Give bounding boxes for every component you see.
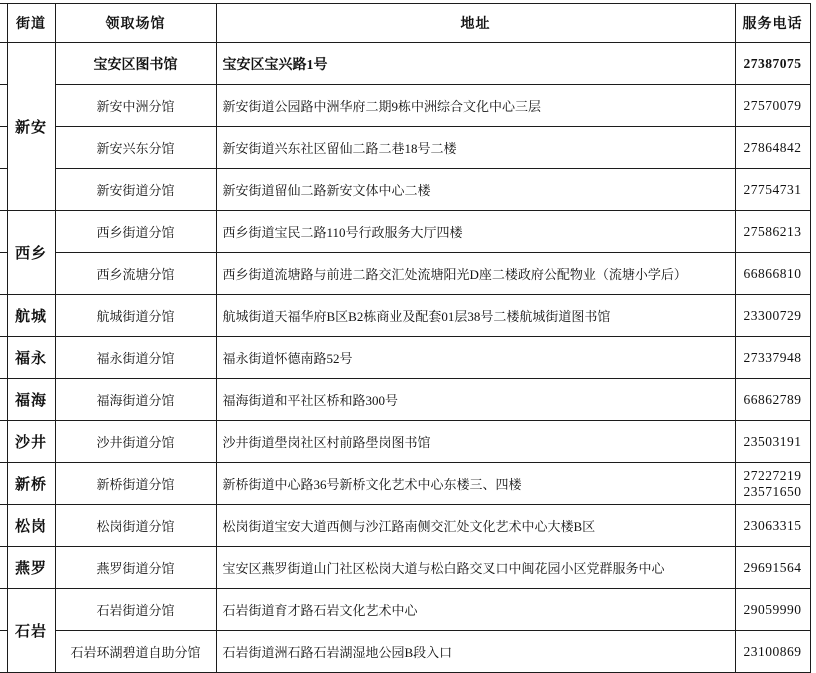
phone-number: 23571650 [743, 483, 802, 499]
table-row [0, 589, 810, 631]
address-cell: 西乡街道流塘路与前进二路交汇处流塘阳光D座二楼政府公配物业（流塘小学后） [216, 253, 735, 295]
phone-cell [735, 379, 810, 421]
table-row [0, 43, 810, 85]
venue-cell: 石岩街道分馆 [55, 589, 216, 631]
table-row [0, 505, 810, 547]
venue-cell: 福海街道分馆 [55, 379, 216, 421]
street-cell: 石岩 [7, 589, 55, 673]
venue-cell: 沙井街道分馆 [55, 421, 216, 463]
phone-cell [735, 505, 810, 547]
table-row [0, 337, 810, 379]
left-edge-cell [0, 85, 7, 127]
left-edge-cell [0, 211, 7, 253]
phone-number: 23503191 [743, 433, 802, 449]
table-body [0, 43, 810, 673]
address-cell: 航城街道天福华府B区B2栋商业及配套01层38号二楼航城街道图书馆 [216, 295, 735, 337]
venue-cell: 福永街道分馆 [55, 337, 216, 379]
left-edge-cell [0, 169, 7, 211]
phone-cell [735, 43, 810, 85]
street-cell: 燕罗 [7, 547, 55, 589]
street-cell: 沙井 [7, 421, 55, 463]
venue-cell: 燕罗街道分馆 [55, 547, 216, 589]
street-cell: 福永 [7, 337, 55, 379]
phone-cell [735, 211, 810, 253]
phone-number: 27337948 [743, 349, 802, 365]
phone-number: 66862789 [743, 391, 802, 407]
street-cell: 西乡 [7, 211, 55, 295]
header-phone: 服务电话 [735, 4, 810, 43]
table-row [0, 463, 810, 505]
table-row [0, 631, 810, 673]
phone-cell [735, 337, 810, 379]
street-cell: 福海 [7, 379, 55, 421]
left-edge-cell [0, 631, 7, 673]
left-edge-cell [0, 421, 7, 463]
venue-cell: 新安街道分馆 [55, 169, 216, 211]
table-row [0, 211, 810, 253]
phone-cell [735, 547, 810, 589]
phone-cell [735, 169, 810, 211]
address-cell: 沙井街道壆岗社区村前路壆岗图书馆 [216, 421, 735, 463]
header-street: 街道 [7, 4, 55, 43]
phone-cell [735, 253, 810, 295]
left-edge-cell [0, 589, 7, 631]
street-cell: 新桥 [7, 463, 55, 505]
table-row [0, 253, 810, 295]
table-row [0, 421, 810, 463]
left-edge-cell [0, 295, 7, 337]
venue-cell: 新安中洲分馆 [55, 85, 216, 127]
left-edge-cell [0, 127, 7, 169]
venue-cell: 西乡流塘分馆 [55, 253, 216, 295]
phone-number: 27570079 [743, 97, 802, 113]
left-edge-cell [0, 547, 7, 589]
phone-number: 27387075 [743, 55, 802, 71]
phone-number: 27754731 [743, 181, 802, 197]
header-venue: 领取场馆 [55, 4, 216, 43]
venue-cell: 航城街道分馆 [55, 295, 216, 337]
table-row [0, 85, 810, 127]
phone-cell [735, 127, 810, 169]
address-cell: 西乡街道宝民二路110号行政服务大厅四楼 [216, 211, 735, 253]
header-row [0, 4, 810, 43]
table-row [0, 169, 810, 211]
address-cell: 福永街道怀德南路52号 [216, 337, 735, 379]
phone-number: 29691564 [743, 559, 802, 575]
address-cell: 新桥街道中心路36号新桥文化艺术中心东楼三、四楼 [216, 463, 735, 505]
address-cell: 新安街道公园路中洲华府二期9栋中洲综合文化中心三层 [216, 85, 735, 127]
street-cell: 新安 [7, 43, 55, 211]
venue-cell: 石岩环湖碧道自助分馆 [55, 631, 216, 673]
left-edge-cell [0, 253, 7, 295]
phone-cell [735, 589, 810, 631]
phone-number: 27586213 [743, 223, 802, 239]
address-cell: 宝安区宝兴路1号 [216, 43, 735, 85]
street-cell: 航城 [7, 295, 55, 337]
venue-cell: 西乡街道分馆 [55, 211, 216, 253]
phone-number: 27227219 [743, 467, 802, 483]
venue-cell: 新安兴东分馆 [55, 127, 216, 169]
phone-number: 66866810 [743, 265, 802, 281]
address-cell: 石岩街道育才路石岩文化艺术中心 [216, 589, 735, 631]
address-cell: 新安街道留仙二路新安文体中心二楼 [216, 169, 735, 211]
table-header [0, 4, 810, 43]
address-cell: 宝安区燕罗街道山门社区松岗大道与松白路交叉口中闽花园小区党群服务中心 [216, 547, 735, 589]
address-cell: 石岩街道洲石路石岩湖湿地公园B段入口 [216, 631, 735, 673]
table-row [0, 295, 810, 337]
phone-number: 27864842 [743, 139, 802, 155]
phone-number: 23063315 [743, 517, 802, 533]
phone-cell [735, 463, 810, 505]
venue-cell: 宝安区图书馆 [55, 43, 216, 85]
header-left-edge-cell [0, 4, 7, 43]
table-row [0, 127, 810, 169]
address-cell: 福海街道和平社区桥和路300号 [216, 379, 735, 421]
left-edge-cell [0, 337, 7, 379]
left-edge-cell [0, 505, 7, 547]
left-edge-cell [0, 43, 7, 85]
phone-number: 29059990 [743, 601, 802, 617]
table-row [0, 547, 810, 589]
address-cell: 松岗街道宝安大道西侧与沙江路南侧交汇处文化艺术中心大楼B区 [216, 505, 735, 547]
phone-number: 23300729 [743, 307, 802, 323]
header-address: 地址 [216, 4, 735, 43]
phone-cell [735, 631, 810, 673]
venue-cell: 松岗街道分馆 [55, 505, 216, 547]
street-cell: 松岗 [7, 505, 55, 547]
left-edge-cell [0, 379, 7, 421]
phone-cell [735, 85, 810, 127]
phone-cell [735, 421, 810, 463]
phone-cell [735, 295, 810, 337]
left-edge-cell [0, 463, 7, 505]
phone-number: 23100869 [743, 643, 802, 659]
venue-cell: 新桥街道分馆 [55, 463, 216, 505]
table-row [0, 379, 810, 421]
address-cell: 新安街道兴东社区留仙二路二巷18号二楼 [216, 127, 735, 169]
library-branches-table [0, 3, 811, 673]
